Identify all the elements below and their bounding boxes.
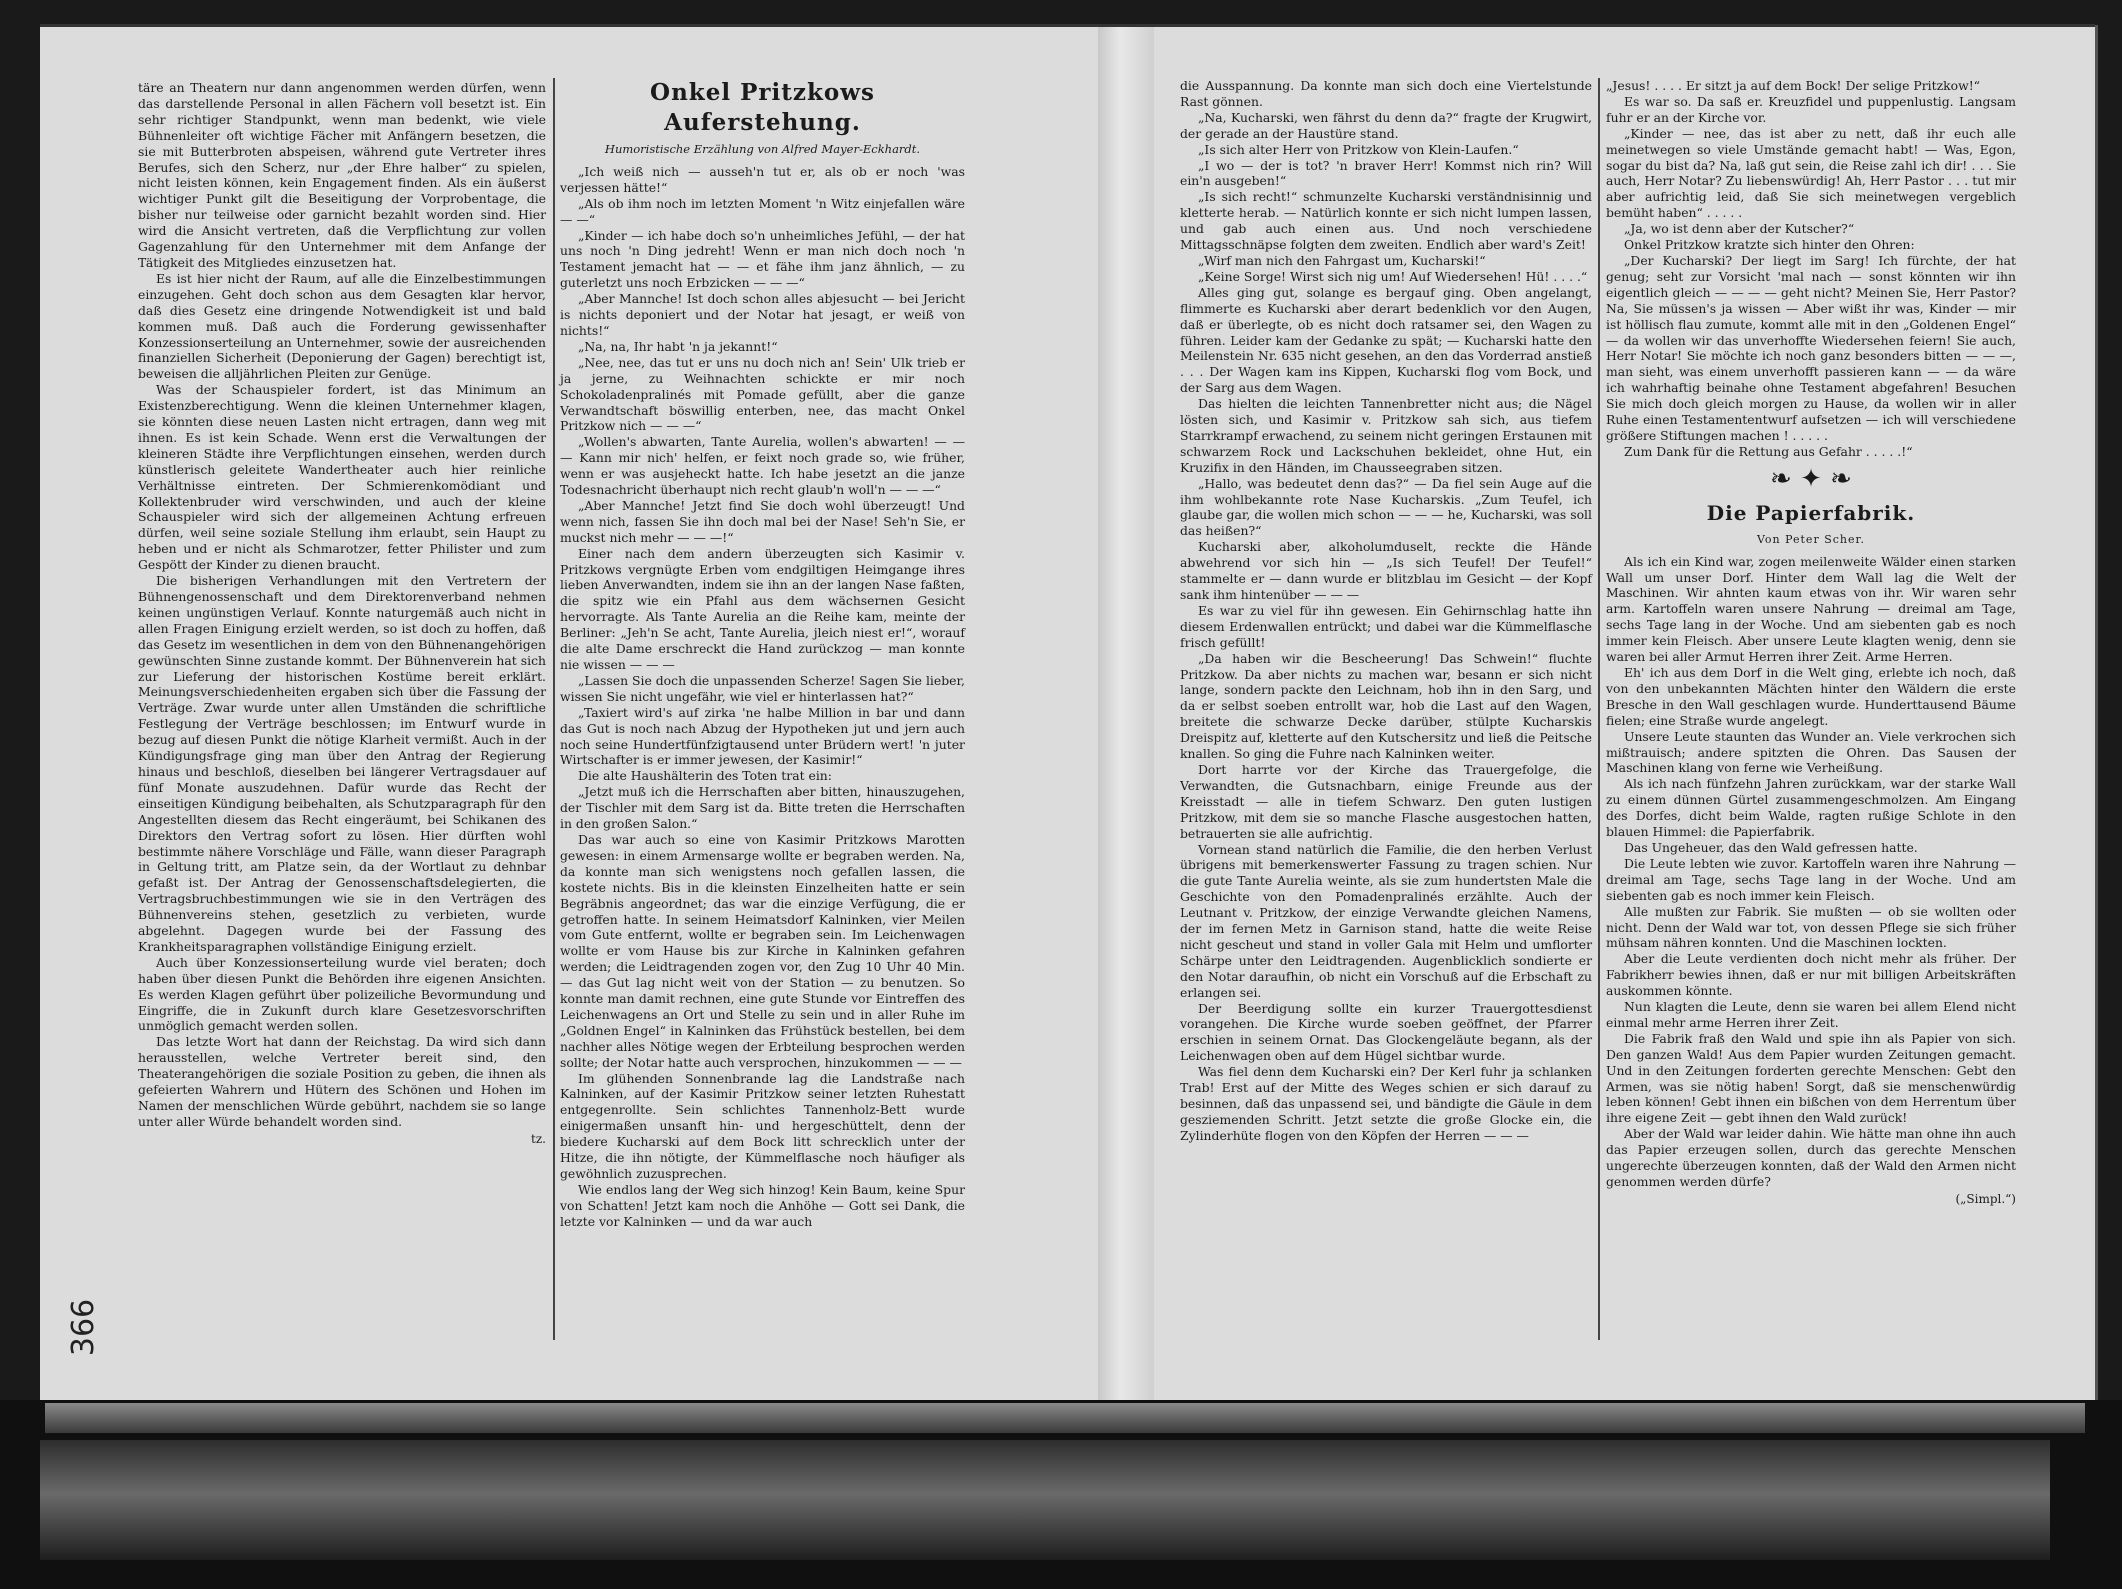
paragraph: Zum Dank für die Rettung aus Gefahr . . . . .!“	[1624, 443, 1913, 459]
paragraph: Die bisherigen Verhandlungen mit den Vertretern der Bühnengenossenschaft und dem Direktorenverband nehmen keinen ungünstigen Verlauf. Konnte naturgemäß auch nicht in allen Fragen Einigung erzielt werden, so ist doch zu hoffen, daß das Gesetz im wesentlichen in dem von den Bühnenangehörigen gewünschten Sinne zustande kommt. Der Bühnenverein hat sich zur Lieferung der historischen Kostüme bereit erklärt. Meinungsverschiedenheiten ergaben sich über die Fassung der Verträge. Zwar wurde unter allen Umständen die schriftliche Festlegung der Verträge beschlossen; im Entwurf wurde in bezug auf diesen Punkt die nötige Klarheit vermißt. Auch in der Kündigungsfrage ging man über den Antrag der Regierung hinaus und beschloß, dieselben bei längerer Vertragsdauer auf fünf Monate auszudehnen. Dafür wurde das Recht der einseitigen Kündigung beibehalten, als Schutzparagraph für den Angestellten diesem das Recht eingeräumt, bei Schikanen des Direktors den Vertrag sofort zu lösen. Hier dürften wohl bestimmte nähere Vorschläge und Fälle, wann dieser Paragraph in Geltung tritt, am Platze sein, da der Wortlaut zu dehnbar gefaßt ist. Der Antrag der Genossenschaftsdelegierten, die Vertragsbruchbestimmungen wie sie in den Verträgen des Bühnenvereins stehen, gesetzlich zu verbieten, wurde abgelehnt. Dagegen wurde bei der Fassung des Krankheitsparagraphen vollständige Einigung erzielt.	[138, 573, 546, 954]
paragraph: „Kinder — nee, das ist aber zu nett, daß ihr euch alle meinetwegen so viele Umstände gemacht habt! — Was, Egon, sogar du bist da? Na, laß gut sein, die Reise zahl ich dir! . . . Sie auch, Herr Notar? Zu liebenswürdig! Ah, Herr Pastor . . . tut mir aber aufrichtig leid, daß Sie sich meinetwegen vergeblich bemüht haben“ . . . . .	[1606, 125, 2016, 221]
paragraph: Das hielten die leichten Tannenbretter nicht aus; die Nägel lösten sich, und Kasimir v. Pritzkow sah sich, aus tiefem Starrkrampf erwachend, zu seinem nicht geringen Erstaunen mit schwarzem Rock und Lackschuhen bekleidet, ohne Hut, ein Kruzifix in den Händen, im Chausseegraben sitzen.	[1180, 396, 1592, 475]
paragraph: Was der Schauspieler fordert, ist das Minimum an Existenzberechtigung. Wenn die kleinen Unternehmer klagen, sie könnten diese neuen Lasten nicht ertragen, dann weg mit ihnen. Es ist kein Schade. Wenn erst die Verwaltungen der kleineren Städte ihre Verpflichtungen einsehen, werden durch künstlerisch geleitete Wandertheater auch hier reinliche Verhältnisse eintreten. Der Schmierenkomödiant und Kollektenbruder wird verschwinden, und auch der kleine Schauspieler wird sich der allgemeinen Achtung erfreuen dürfen, weil seine soziale Stellung ihm erlaubt, sein Haupt zu heben und er nicht als Schmarotzer, fetter Philister und zum Gespött der Kinder zu dienen braucht.	[138, 382, 546, 573]
paragraph: Alles ging gut, solange es bergauf ging. Oben angelangt, flimmerte es Kucharski aber derart bedenklich vor den Augen, daß er überlegte, ob es nicht doch ratsamer sei, den Wagen zu führen. Leider kam der Gedanke zu spät; — Kucharski hatte den Meilenstein Nr. 635 nicht gesehen, an den das Vorderrad anstieß . . . Der Wagen kam ins Kippen, Kucharski flog vom Bock, und der Sarg aus dem Wagen.	[1180, 284, 1592, 396]
source-credit: („Simpl.“)	[1955, 1191, 2016, 1206]
story-title: Onkel Pritzkows Auferstehung.	[650, 79, 875, 136]
paragraph: Einer nach dem andern überzeugten sich Kasimir v. Pritzkows vergnügte Erben vom endgiltigen Heimgange ihres lieben Anverwandten, indem sie ihn an der langen Nase faßten, die spitz wie ein Pfahl aus dem wächsernen Gesicht hervorragte. Als Tante Aurelia an die Reihe kam, meinte der Berliner: „Jeh'n Se acht, Tante Aurelia, jleich niest er!“, worauf die alte Dame erschreckt die Hand zurückzog — man konnte nie wissen — — —	[560, 545, 965, 672]
paragraph: Eh' ich aus dem Dorf in die Welt ging, erlebte ich noch, daß von den unbekannten Mächten hinter den Wäldern die erste Bresche in den Wall geschlagen wurde. Hunderttausend Bäume fielen; eine Straße wurde angelegt.	[1606, 665, 2016, 728]
paragraph: „Aber Mannche! Ist doch schon alles abjesucht — bei Jericht is nichts deponiert und der Notar hat jesagt, er weiß von nichts!“	[560, 291, 965, 338]
paragraph: „Ich weiß nich — ausseh'n tut er, als ob er noch 'was verjessen hätte!“	[560, 163, 965, 195]
paragraph: Das war auch so eine von Kasimir Pritzkows Marotten gewesen: in einem Armensarge wollte er begraben werden. Na, da konnte man sich wenigstens noch gefallen lassen, die kostete nichts. Bis in die kleinsten Einzelheiten hatte er sein Begräbnis angeordnet; das war die einzige Verfügung, die er getroffen hatte. In seinem Heimatsdorf Kalninken, vier Meilen vom Gute entfernt, wollte er begraben sein. Im Leichenwagen wollte er vom Hause bis zur Kirche in Kalninken gefahren werden; die Leidtragenden zogen vor, den Zug 10 Uhr 40 Min. — das Gut lag nicht weit von der Station — zu benutzen. So konnte man damit rechnen, eine gute Stunde vor Eintreffen des Leichenwagens an Ort und Stelle zu sein und in aller Ruhe im „Goldnen Engel“ in Kalninken das Frühstück bestellen, bei dem nachher alles Nötige wegen der Erbteilung besprochen werden sollte; der Notar hatte auch versprochen, hinzukommen — — —	[560, 831, 965, 1070]
paragraph: Das Ungeheuer, das den Wald gefressen hatte.	[1624, 839, 1918, 855]
column-3	[1180, 78, 1592, 1144]
paragraph: Unsere Leute staunten das Wunder an. Viele verkrochen sich mißtrauisch; andere spitzten die Ohren. Das Sausen der Maschinen klang von ferne wie Verheißung.	[1606, 728, 2016, 776]
paragraph: „I wo — der is tot? 'n braver Herr! Kommst nich rin? Will ein'n ausgeben!“	[1180, 157, 1592, 189]
paragraph: Die Leute lebten wie zuvor. Kartoffeln waren ihre Nahrung — dreimal am Tage, sechs Tage lang in der Woche. Und am siebenten gab es noch immer kein Fleisch.	[1606, 855, 2016, 903]
paragraph: „Is sich alter Herr von Pritzkow von Klein-Laufen.“	[1198, 141, 1519, 157]
paragraph: „Keine Sorge! Wirst sich nig um! Auf Wiedersehen! Hü! . . . .“	[1198, 268, 1588, 284]
paragraph: „Ja, wo ist denn aber der Kutscher?“	[1624, 221, 1855, 237]
paragraph: Im glühenden Sonnenbrande lag die Landstraße nach Kalninken, auf der Kasimir Pritzkow seiner letzten Ruhestatt entgegenrollte. Sein schlichtes Tannenholz-Bett wurde einigermaßen unsanft hin- und hergeschüttelt, denn der biedere Kucharski auf dem Bock litt schrecklich unter der Hitze, die ihn nötigte, der Kümmelflasche noch häufiger als gewöhnlich zuzusprechen.	[560, 1070, 965, 1181]
story-subtitle: Humoristische Erzählung von Alfred Mayer-Eckhardt.	[604, 142, 921, 156]
paragraph: Dort harrte vor der Kirche das Trauergefolge, die Verwandten, die Gutsnachbarn, einige Freunde aus der Kreisstadt — alle in tiefem Schwarz. Den guten lustigen Pritzkow, mit dem sie so manche Flasche ausgestochen hatten, betrauerten sie alle aufrichtig.	[1180, 761, 1592, 841]
paragraph: Wie endlos lang der Weg sich hinzog! Kein Baum, keine Spur von Schatten! Jetzt kam noch die Anhöhe — Gott sei Dank, die letzte vor Kalninken — und da war auch	[560, 1181, 965, 1229]
paragraph: „Wirf man nich den Fahrgast um, Kucharski!“	[1198, 252, 1486, 268]
paragraph: Was fiel denn dem Kucharski ein? Der Kerl fuhr ja schlanken Trab! Erst auf der Mitte des Weges schien er sich darauf zu besinnen, daß das unpassend sei, und bändigte die Gäule in dem gesziemenden Schritt. Jetzt setzte die große Glocke ein, die Zylinderhüte flogen von den Köpfen der Herren — — —	[1180, 1064, 1592, 1143]
paragraph: Als ich ein Kind war, zogen meilenweite Wälder einen starken Wall um unser Dorf. Hinter dem Wall lag die Welt der Maschinen. Wir ahnten kaum etwas von ihr. Wir waren sehr arm. Kartoffeln waren unsere Nahrung — dreimal am Tage, sechs Tage lang in der Woche. Und am siebenten gab es noch immer kein Fleisch. Aber unsere Leute klagten wenig, denn sie waren bei aller Armut Herren ihrer Zeit. Arme Herren.	[1606, 553, 2016, 665]
paragraph: „Na, Kucharski, wen fährst du denn da?“ fragte der Krugwirt, der gerade an der Haustüre stand.	[1180, 109, 1592, 141]
paragraph: täre an Theatern nur dann angenommen werden dürfen, wenn das darstellende Personal in allen Fächern voll besetzt ist. Ein sehr richtiger Standpunkt, wenn man bedenkt, wie viele Bühnenleiter oft wichtige Fächer mit Anfängern besetzen, die sie mit Butterbroten abspeisen, während gute Vertreter ihres Berufes, sich den Scherz, nur „der Ehre halber“ zu spielen, nicht leisten können, kein Engagement finden. Als ein äußerst wichtiger Punkt gilt die Beseitigung der Vorprobentage, die bisher nur teilweise oder garnicht bezahlt worden sind. Hier wird die Ansicht vertreten, daß die Verpflichtung zur vollen Gagenzahlung für den Unternehmer mit dem Anfange der Tätigkeit des Mitgliedes einzusetzen hat.	[138, 80, 546, 270]
paragraph: Der Beerdigung sollte ein kurzer Trauergottesdienst vorangehen. Die Kirche wurde soeben geöffnet, der Pfarrer erschien in seinem Ornat. Das Glockengeläute begann, als der Leichenwagen oben auf dem Hügel sichtbar wurde.	[1180, 1000, 1592, 1064]
paragraph: Vornean stand natürlich die Familie, die den herben Verlust übrigens mit bemerkenswerter Fassung zu tragen schien. Nur die gute Tante Aurelia weinte, als sie zum hundertsten Male die Geschichte von den Pomadenpralinés erzählte. Auch der Leutnant v. Pritzkow, der einzige Verwandte gleichen Namens, der im fernen Metz in Garnison stand, hatte die weite Reise nicht gescheut und stand in voller Gala mit Helm und umflorter Schärpe unter den Leidtragenden. Augenblicklich sondierte er den Notar daraufhin, ob nicht ein Vorschuß auf die Erbschaft zu erlangen sei.	[1180, 841, 1592, 1000]
paragraph: Auch über Konzessionserteilung wurde viel beraten; doch haben über diesen Punkt die Behörden ihre eigenen Ansichten. Es werden Klagen geführt über polizeiliche Bevormundung und Eingriffe, die in Zukunft durch klare Gesetzesvorschriften unmöglich gemacht werden sollen.	[138, 954, 546, 1034]
paragraph: Die alte Haushälterin des Toten trat ein:	[578, 768, 832, 784]
paragraph: „Lassen Sie doch die unpassenden Scherze! Sagen Sie lieber, wissen Sie nicht ungefähr, wie viel er hinterlassen hat?“	[560, 672, 965, 704]
paragraph: „Hallo, was bedeutet denn das?“ — Da fiel sein Auge auf die ihm wohlbekannte rote Nase Kucharskis. „Zum Teufel, ich glaube gar, die wollen mich schon — — — he, Kucharski, was soll das heißen?“	[1180, 475, 1592, 539]
paragraph: Es war zu viel für ihn gewesen. Ein Gehirnschlag hatte ihn diesem Erdenwallen entrückt; und dabei war die Kümmelflasche frisch gefüllt!	[1180, 602, 1592, 650]
paragraph: „Na, na, Ihr habt 'n ja jekannt!“	[578, 338, 778, 354]
story-author: Von Peter Scher.	[1756, 532, 1866, 546]
top-edge	[40, 24, 2095, 27]
paragraph: Das letzte Wort hat dann der Reichstag. Da wird sich dann herausstellen, welche Vertreter bereit sind, den Theaterangehörigen die soziale Position zu geben, die ihnen als gefeierten Wahrern und Hütern des Schönen und Hohen im Namen der menschlichen Würde gebührt, nachdem sie so lange unter aller Würde behandelt worden sind.	[138, 1034, 546, 1129]
paragraph: die Ausspannung. Da konnte man sich doch eine Viertelstunde Rast gönnen.	[1180, 78, 1592, 109]
page-number: 366	[66, 1298, 102, 1357]
paragraph: „Jesus! . . . . Er sitzt ja auf dem Bock! Der selige Pritzkow!“	[1606, 78, 1981, 93]
paragraph: „Da haben wir die Bescheerung! Das Schwein!“ fluchte Pritzkow. Da aber nichts zu machen war, besann er sich nicht lange, sondern packte den Leichnam, hob ihn in den Sarg, und da er selbst soeben entrollt war, hob die Last auf den Wagen, breitete die schwarze Decke darüber, stülpte Kucharskis Dreispitz auf, kletterte auf den Kutschersitz und ließ die Peitsche knallen. So ging die Fuhre nach Kalninken weiter.	[1180, 650, 1592, 762]
paragraph: „Is sich recht!“ schmunzelte Kucharski verständnisinnig und kletterte herab. — Natürlich konnte er sich nicht lumpen lassen, und gab auch einen aus. Und noch verschiedene Mittagsschnäpse folgten dem zweiten. Endlich aber ward's Zeit!	[1180, 189, 1592, 253]
paragraph: Aber die Leute verdienten doch nicht mehr als früher. Der Fabrikherr bewies ihnen, daß er nur mit billigen Arbeitskräften auskommen könnte.	[1606, 951, 2016, 999]
paragraph: Kucharski aber, alkoholumduselt, reckte die Hände abwehrend vor sich hin — „Is sich Teufel! Der Teufel!“ stammelte er — dann wurde er blitzblau im Gesicht — der Kopf sank ihm hintenüber — — —	[1180, 539, 1592, 602]
column-rule	[1598, 78, 1600, 1340]
paragraph: „Aber Mannche! Jetzt find Sie doch wohl überzeugt! Und wenn nich, fassen Sie ihn doch mal bei der Nase! Seh'n Sie, er muckst nich mehr — — —!“	[560, 497, 965, 545]
column-rule	[553, 78, 555, 1340]
column-2	[560, 78, 965, 1230]
paragraph: „Kinder — ich habe doch so'n unheimliches Jefühl, — der hat uns noch 'n Ding jedreht! Wenn er man nich doch noch 'n Testament jemacht hat — — et fähe ihm janz ähnlich, — zu guterletzt uns noch Erbzicken — — —“	[560, 227, 965, 291]
paragraph: Alle mußten zur Fabrik. Sie mußten — ob sie wollten oder nicht. Denn der Wald war tot, von dessen Pflege sie sich früher mühsam nähren konnten. Und die Maschinen lockten.	[1606, 903, 2016, 951]
book-edge	[40, 1440, 2050, 1560]
ornament-divider: ❧ ✦ ❧	[1770, 463, 1852, 494]
paragraph: „Nee, nee, das tut er uns nu doch nich an! Sein' Ulk trieb er ja jerne, zu Weihnachten schickte er mir noch Schokoladenpralinés mit Pomade gefüllt, aber die ganze Verwandtschaft böswillig enterben, nee, das macht Onkel Pritzkow nich — — —“	[560, 354, 965, 434]
column-4	[1606, 78, 2016, 1208]
paragraph: Es war so. Da saß er. Kreuzfidel und puppenlustig. Langsam fuhr er an der Kirche vor.	[1606, 93, 2016, 125]
paragraph: Aber der Wald war leider dahin. Wie hätte man ohne ihn auch das Papier erzeugen sollen, durch das gerechte Menschen ungerechte überzeugen konnten, daß der Wald den Armen nicht genommen werden dürfe?	[1606, 1126, 2016, 1189]
paragraph: Nun klagten die Leute, denn sie waren bei allem Elend nicht einmal mehr arme Herren ihrer Zeit.	[1606, 999, 2016, 1030]
page-gutter	[1098, 27, 1154, 1407]
paragraph: „Jetzt muß ich die Herrschaften aber bitten, hinauszugehen, der Tischler mit dem Sarg ist da. Bitte treten die Herrschaften in den großen Salon.“	[560, 784, 965, 832]
signature: tz.	[531, 1131, 546, 1146]
paragraph: „Als ob ihm noch im letzten Moment 'n Witz einjefallen wäre — —“	[560, 195, 965, 227]
story-title: Die Papierfabrik.	[1706, 500, 1916, 525]
column-1	[138, 80, 546, 1148]
paragraph: „Wollen's abwarten, Tante Aurelia, wollen's abwarten! — — — Kann mir nich' helfen, er feixt noch grade so, wie früher, wenn er was ausjeheckt hatte. Ich habe jesetzt an die janze Todesnachricht überhaupt nich recht glaub'n woll'n — — —“	[560, 434, 965, 498]
paragraph: Es ist hier nicht der Raum, auf alle die Einzelbestimmungen einzugehen. Geht doch schon aus dem Gesagten klar hervor, daß dies Gesetz eine dringende Notwendigkeit ist und bald kommen muß. Daß auch die Forderung gewissenhafter Konzessionserteilung an Unternehmer, sowie der ausreichenden finanziellen Sicherheit (Deponierung der Gagen) berechtigt ist, beweisen die alljährlichen Pleiten zur Genüge.	[138, 270, 546, 382]
paragraph: „Taxiert wird's auf zirka 'ne halbe Million in bar und dann das Gut is noch nach Abzug der Hypotheken jut und jern auch noch seine Hundertfünfzigtausend unter Brüdern wert! 'n juter Wirtschafter is er immer jewesen, der Kasimir!“	[560, 704, 965, 768]
paragraph: „Der Kucharski? Der liegt im Sarg! Ich fürchte, der hat genug; seht zur Vorsicht 'mal nach — sonst könnten wir ihn eigentlich gleich — — — — geht nicht? Meinen Sie, Herr Pastor? Na, Sie müssen's ja wissen — Aber wißt ihr was, Kinder — mir ist höllisch flau zumute, kommt alle mit in den „Goldenen Engel“ — da wollen wir das unverhoffte Wiedersehen feiern! Sie auch, Herr Notar! Sie möchte ich noch ganz besonders bitten — — —, man sieht, was einem unverhofft passieren kann — — da wäre ich wahrhaftig beinahe ohne Testament abgefahren! Besuchen Sie mich doch gleich morgen zu Hause, da wollen wir in aller Ruhe einen Testamententwurf aufsetzen — ich will verschiedene größere Stiftungen machen ! . . . . .	[1606, 252, 2016, 443]
paragraph: Onkel Pritzkow kratzte sich hinter den Ohren:	[1624, 237, 1915, 253]
paragraph: Als ich nach fünfzehn Jahren zurückkam, war der starke Wall zu einem dünnen Gürtel zusammengeschmolzen. Am Eingang des Dorfes, dicht beim Walde, ragten rußige Schlote in den blauen Himmel: die Papierfabrik.	[1606, 776, 2016, 840]
page-edge	[45, 1403, 2085, 1433]
paragraph: Die Fabrik fraß den Wald und spie ihn als Papier von sich. Den ganzen Wald! Aus dem Papier wurden Zeitungen gemacht. Und in den Zeitungen forderten gerechte Menschen: Gebt den Armen, was sie nötig haben! Sorgt, daß sie menschenwürdig leben können! Gebt ihnen ein bißchen von dem Herrentum über ihre eigene Zeit — gebt ihnen den Wald zurück!	[1606, 1030, 2016, 1126]
